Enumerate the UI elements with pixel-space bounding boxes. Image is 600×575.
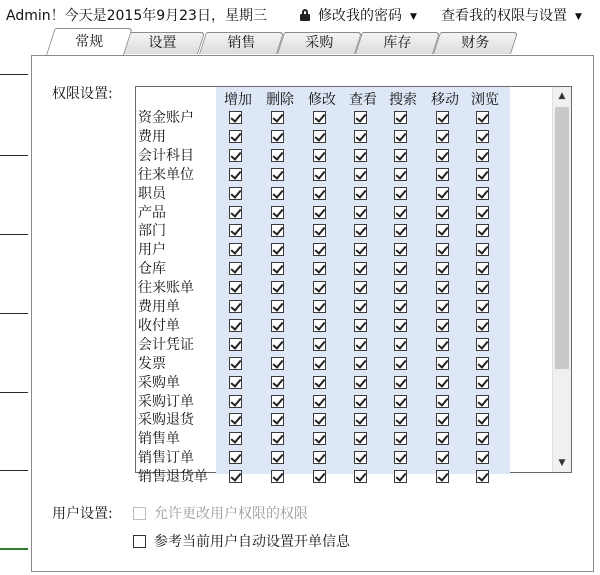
permission-checkbox[interactable] — [436, 168, 449, 181]
permission-checkbox[interactable] — [271, 319, 284, 332]
permission-checkbox[interactable] — [229, 451, 242, 464]
edge-divider — [0, 470, 28, 471]
permission-checkbox[interactable] — [436, 413, 449, 426]
permission-checkbox[interactable] — [313, 300, 326, 313]
permission-checkbox[interactable] — [394, 168, 407, 181]
edge-divider — [0, 155, 28, 156]
permission-checkbox[interactable] — [271, 470, 284, 483]
column-header: 删除 — [266, 92, 294, 108]
permission-checkbox[interactable] — [476, 357, 489, 370]
permission-checkbox[interactable] — [436, 262, 449, 275]
auto-set-order-info-label: 参考当前用户自动设置开单信息 — [154, 534, 350, 550]
tab-label: 财务 — [461, 35, 490, 51]
permission-checkbox[interactable] — [271, 111, 284, 124]
permission-checkbox[interactable] — [229, 300, 242, 313]
permission-checkbox[interactable] — [436, 187, 449, 200]
permission-row-label: 产品 — [138, 204, 166, 221]
allow-change-permissions-checkbox[interactable] — [133, 503, 308, 523]
permission-checkbox[interactable] — [313, 130, 326, 143]
permission-row-label: 仓库 — [138, 261, 166, 278]
permission-checkbox[interactable] — [271, 130, 284, 143]
greeting-text: Admin！今天是2015年9月23日，星期三 — [6, 8, 267, 24]
permission-checkbox[interactable] — [394, 432, 407, 445]
permission-checkbox[interactable] — [313, 319, 326, 332]
permission-checkbox[interactable] — [354, 206, 367, 219]
permission-checkbox[interactable] — [394, 300, 407, 313]
permission-checkbox[interactable] — [436, 376, 449, 389]
permission-checkbox[interactable] — [476, 262, 489, 275]
permission-checkbox[interactable] — [271, 338, 284, 351]
permission-checkbox[interactable] — [354, 243, 367, 256]
permission-checkbox[interactable] — [313, 206, 326, 219]
permission-checkbox[interactable] — [476, 395, 489, 408]
permission-checkbox[interactable] — [394, 357, 407, 370]
permission-checkbox[interactable] — [313, 357, 326, 370]
permission-checkbox[interactable] — [476, 243, 489, 256]
permission-checkbox[interactable] — [476, 451, 489, 464]
permission-checkbox[interactable] — [394, 376, 407, 389]
tab-settings[interactable] — [120, 32, 205, 54]
permission-checkbox[interactable] — [436, 470, 449, 483]
permissions-grid — [135, 86, 572, 486]
permission-checkbox[interactable] — [394, 395, 407, 408]
allow-change-permissions-label: 允许更改用户权限的权限 — [154, 506, 308, 522]
permission-checkbox[interactable] — [229, 357, 242, 370]
column-header: 修改 — [308, 92, 336, 108]
permission-checkbox[interactable] — [313, 149, 326, 162]
tab-purchase[interactable] — [277, 32, 362, 54]
permission-checkbox[interactable] — [354, 281, 367, 294]
permission-checkbox[interactable] — [436, 432, 449, 445]
tab-label: 常规 — [75, 34, 104, 50]
permission-row-label: 用户 — [138, 242, 166, 259]
permission-checkbox[interactable] — [436, 395, 449, 408]
permission-checkbox[interactable] — [394, 470, 407, 483]
permission-checkbox[interactable] — [313, 224, 326, 237]
tab-label: 销售 — [227, 35, 256, 51]
permission-checkbox[interactable] — [394, 187, 407, 200]
permission-checkbox[interactable] — [394, 413, 407, 426]
permission-checkbox[interactable] — [271, 413, 284, 426]
permission-checkbox[interactable] — [271, 357, 284, 370]
permission-row-label: 发票 — [138, 355, 166, 372]
user-settings-label: 用户设置: — [52, 506, 113, 522]
column-header: 查看 — [349, 92, 377, 108]
column-header: 搜索 — [389, 92, 417, 108]
permission-row-label: 收付单 — [138, 317, 180, 334]
permission-checkbox[interactable] — [436, 111, 449, 124]
tab-label: 采购 — [305, 35, 334, 51]
permission-checkbox[interactable] — [476, 187, 489, 200]
permission-checkbox[interactable] — [436, 149, 449, 162]
permission-checkbox[interactable] — [313, 338, 326, 351]
permission-checkbox[interactable] — [436, 300, 449, 313]
permission-checkbox[interactable] — [354, 111, 367, 124]
permission-checkbox[interactable] — [271, 281, 284, 294]
permission-checkbox[interactable] — [313, 243, 326, 256]
permission-checkbox[interactable] — [394, 451, 407, 464]
permission-checkbox[interactable] — [271, 243, 284, 256]
permission-checkbox[interactable] — [271, 432, 284, 445]
permission-checkbox[interactable] — [436, 224, 449, 237]
permission-checkbox[interactable] — [436, 206, 449, 219]
permission-checkbox[interactable] — [229, 395, 242, 408]
permission-checkbox[interactable] — [271, 376, 284, 389]
permission-checkbox[interactable] — [436, 357, 449, 370]
tab-bar — [36, 28, 596, 56]
permission-checkbox[interactable] — [354, 357, 367, 370]
permission-checkbox[interactable] — [271, 262, 284, 275]
edge-accent-line — [0, 548, 28, 550]
permission-checkbox[interactable] — [476, 432, 489, 445]
permission-checkbox[interactable] — [271, 149, 284, 162]
permission-row-label: 会计科目 — [138, 147, 194, 164]
permission-checkbox[interactable] — [476, 376, 489, 389]
permission-checkbox[interactable] — [313, 451, 326, 464]
permission-checkbox[interactable] — [394, 243, 407, 256]
permission-row-label: 采购退货 — [138, 412, 194, 429]
permission-checkbox[interactable] — [436, 338, 449, 351]
permission-checkbox[interactable] — [271, 395, 284, 408]
scroll-down-icon[interactable]: ▼ — [558, 458, 566, 468]
permission-checkbox[interactable] — [229, 376, 242, 389]
permission-checkbox[interactable] — [354, 470, 367, 483]
permission-checkbox[interactable] — [476, 319, 489, 332]
permission-checkbox[interactable] — [313, 262, 326, 275]
permission-checkbox[interactable] — [354, 262, 367, 275]
permission-row-label: 会计凭证 — [138, 336, 194, 353]
permission-checkbox[interactable] — [313, 168, 326, 181]
column-header: 浏览 — [471, 92, 499, 108]
permissions-header — [136, 87, 556, 109]
permission-checkbox[interactable] — [394, 319, 407, 332]
permission-checkbox[interactable] — [476, 111, 489, 124]
permission-checkbox[interactable] — [436, 319, 449, 332]
permission-checkbox[interactable] — [313, 187, 326, 200]
permission-checkbox[interactable] — [394, 338, 407, 351]
permission-checkbox[interactable] — [354, 413, 367, 426]
permission-checkbox[interactable] — [436, 243, 449, 256]
permission-checkbox[interactable] — [354, 319, 367, 332]
permission-checkbox[interactable] — [394, 206, 407, 219]
permission-checkbox[interactable] — [354, 224, 367, 237]
permission-checkbox[interactable] — [476, 281, 489, 294]
permission-checkbox[interactable] — [394, 149, 407, 162]
checkbox-box[interactable] — [133, 535, 146, 548]
permission-checkbox[interactable] — [394, 262, 407, 275]
permission-checkbox[interactable] — [229, 130, 242, 143]
permission-checkbox[interactable] — [394, 111, 407, 124]
tab-finance[interactable] — [433, 32, 518, 54]
auto-set-order-info-checkbox[interactable] — [133, 531, 350, 551]
permission-checkbox[interactable] — [436, 130, 449, 143]
permission-checkbox[interactable] — [313, 281, 326, 294]
permission-checkbox[interactable] — [476, 300, 489, 313]
permission-checkbox[interactable] — [229, 168, 242, 181]
permission-checkbox[interactable] — [476, 130, 489, 143]
permission-checkbox[interactable] — [229, 470, 242, 483]
permission-checkbox[interactable] — [476, 224, 489, 237]
permission-checkbox[interactable] — [229, 187, 242, 200]
permission-checkbox[interactable] — [229, 149, 242, 162]
permission-checkbox[interactable] — [313, 395, 326, 408]
permission-checkbox[interactable] — [229, 243, 242, 256]
permission-checkbox[interactable] — [476, 149, 489, 162]
permission-checkbox[interactable] — [354, 149, 367, 162]
permission-checkbox[interactable] — [354, 451, 367, 464]
permission-checkbox[interactable] — [313, 432, 326, 445]
settings-panel — [31, 55, 594, 572]
permission-row-label: 往来单位 — [138, 166, 194, 183]
permission-checkbox[interactable] — [394, 224, 407, 237]
permission-row-label: 部门 — [138, 223, 166, 240]
tab-inventory[interactable] — [355, 32, 440, 54]
permission-row-label: 销售退货单 — [138, 469, 208, 486]
change-password-label: 修改我的密码 — [318, 8, 402, 24]
permission-checkbox[interactable] — [229, 206, 242, 219]
permission-checkbox[interactable] — [354, 432, 367, 445]
permission-checkbox[interactable] — [354, 300, 367, 313]
permission-checkbox[interactable] — [229, 224, 242, 237]
permission-checkbox[interactable] — [313, 470, 326, 483]
view-permissions-label: 查看我的权限与设置 — [441, 8, 567, 24]
permission-row-label: 职员 — [138, 185, 166, 202]
permission-checkbox[interactable] — [313, 413, 326, 426]
permission-checkbox[interactable] — [229, 281, 242, 294]
permission-row-label: 采购单 — [138, 374, 180, 391]
permission-row-label: 费用单 — [138, 299, 180, 315]
permission-checkbox[interactable] — [313, 376, 326, 389]
edge-divider — [0, 234, 28, 235]
permission-checkbox[interactable] — [229, 432, 242, 445]
permission-checkbox[interactable] — [476, 413, 489, 426]
permission-checkbox[interactable] — [229, 319, 242, 332]
permission-row-label: 销售订单 — [138, 450, 194, 467]
tab-general[interactable] — [46, 28, 133, 55]
permission-checkbox[interactable] — [229, 111, 242, 124]
permission-checkbox[interactable] — [476, 470, 489, 483]
permission-checkbox[interactable] — [229, 262, 242, 275]
permission-checkbox[interactable] — [313, 111, 326, 124]
column-header: 增加 — [224, 92, 252, 108]
caret-down-icon: ▼ — [410, 12, 417, 22]
permission-checkbox[interactable] — [436, 281, 449, 294]
permission-checkbox[interactable] — [354, 130, 367, 143]
permission-checkbox[interactable] — [271, 187, 284, 200]
lock-icon — [300, 9, 310, 21]
permission-row-label: 往来账单 — [138, 280, 194, 297]
permission-checkbox[interactable] — [354, 187, 367, 200]
permission-checkbox[interactable] — [394, 281, 407, 294]
permission-checkbox[interactable] — [354, 168, 367, 181]
permission-row-label: 费用 — [138, 128, 166, 145]
scroll-up-icon[interactable]: ▲ — [558, 91, 566, 101]
permission-checkbox[interactable] — [271, 300, 284, 313]
permission-row-label: 采购订单 — [138, 393, 194, 410]
permission-checkbox[interactable] — [271, 224, 284, 237]
column-header: 移动 — [431, 92, 459, 108]
permission-checkbox[interactable] — [271, 206, 284, 219]
edge-divider — [0, 313, 28, 314]
permission-checkbox[interactable] — [229, 338, 242, 351]
permissions-label: 权限设置: — [52, 86, 113, 102]
vertical-scrollbar[interactable] — [552, 87, 571, 472]
permission-checkbox[interactable] — [476, 338, 489, 351]
tab-sales[interactable] — [199, 32, 284, 54]
permission-checkbox[interactable] — [476, 206, 489, 219]
permission-checkbox[interactable] — [394, 130, 407, 143]
permission-checkbox[interactable] — [354, 376, 367, 389]
caret-down-icon: ▼ — [575, 12, 582, 22]
tab-label: 库存 — [383, 35, 412, 51]
edge-divider — [0, 392, 28, 393]
permission-checkbox[interactable] — [271, 168, 284, 181]
permission-checkbox[interactable] — [354, 395, 367, 408]
permission-checkbox[interactable] — [271, 451, 284, 464]
permission-checkbox[interactable] — [229, 413, 242, 426]
permission-checkbox[interactable] — [476, 168, 489, 181]
checkbox-box[interactable] — [133, 507, 146, 520]
tab-label: 设置 — [148, 35, 177, 51]
scroll-thumb[interactable] — [555, 107, 569, 369]
permission-row-label: 资金账户 — [138, 110, 194, 126]
permission-checkbox[interactable] — [436, 451, 449, 464]
permission-checkbox[interactable] — [354, 338, 367, 351]
permission-row-label: 销售单 — [138, 431, 180, 448]
edge-divider — [0, 74, 28, 75]
